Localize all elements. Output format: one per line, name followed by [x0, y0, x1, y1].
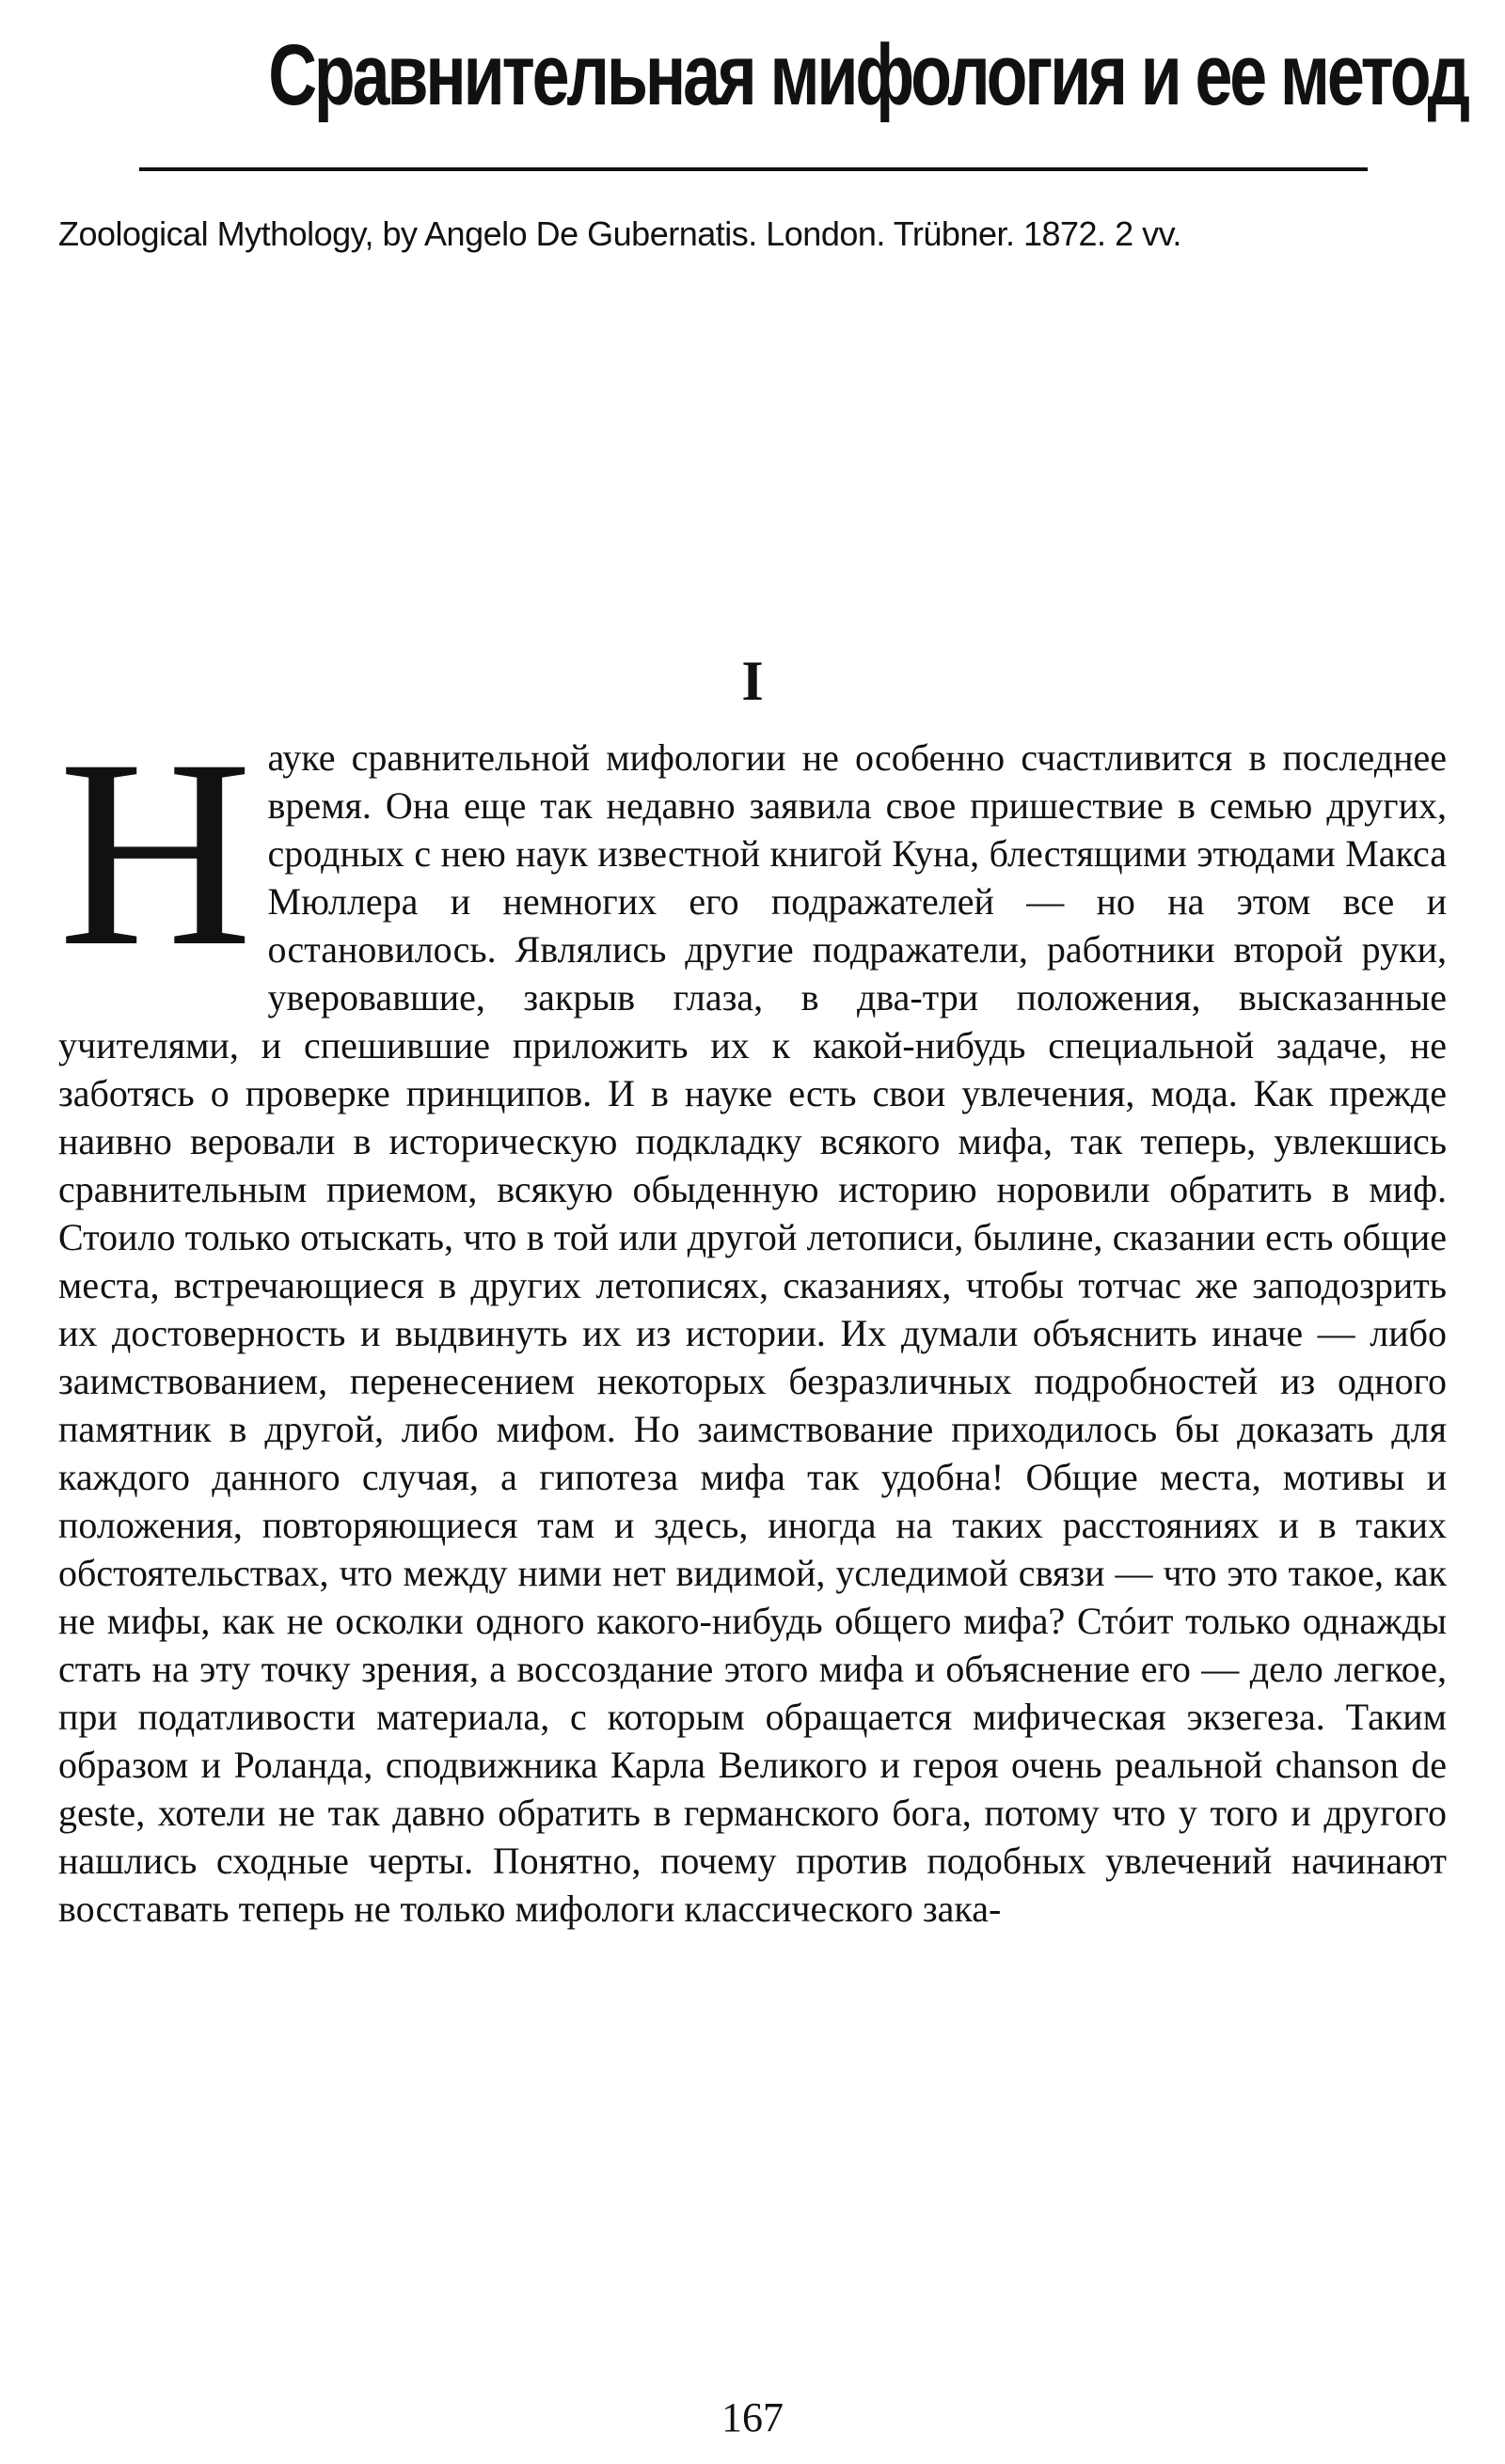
title-underline-rule	[139, 167, 1368, 171]
body-paragraph	[58, 703, 1447, 1933]
source-citation: Zoological Mythology, by Angelo De Gubernatis. London. Trübner. 1872. 2 vv.	[58, 214, 1181, 253]
section-number: I	[741, 650, 764, 712]
page-number: 167	[721, 2394, 784, 2440]
article-title: Сравнительная мифология и ее метод	[268, 27, 1467, 123]
body-text: ауке сравнительной мифологии не особенно счастливится в последнее время. Она еще так недавно заявила свое пришествие в семью других, сродных с нею наук известной книгой Куна, блестящими этюдами Макса Мюллера и немногих его подражателей — но на этом все и остановилось. Являлись другие подражатели, работники второй руки, уверовавшие, закрыв глаза, в два-три положения, высказанные учителями, и спешившие приложить их к какой-нибудь специальной задаче, не заботясь о проверке принципов. И в науке есть свои увлечения, мода. Как прежде наивно веровали в историческую подкладку всякого мифа, так теперь, увлекшись сравнительным приемом, всякую обыденную историю норовили обратить в миф. Стоило только отыскать, что в той или другой летописи, былине, сказании есть общие места, встречающиеся в других летописях, сказаниях, чтобы тотчас же заподозрить их достоверность и выдвинуть их из истории. Их думали объяснить иначе — либо заимствованием, перенесением некоторых безразличных подробностей из одного памятник в другой, либо мифом. Но заимствование приходилось бы доказать для каждого данного случая, а гипотеза мифа так удобна! Общие места, мотивы и положения, повторяющиеся там и здесь, иногда на таких расстояниях и в таких обстоятельствах, что между ними нет видимой, уследимой связи — что это такое, как не мифы, как не осколки одного какого-нибудь общего мифа? Стóит только однажды стать на эту точку зрения, а воссоздание этого мифа и объяснение его — дело легкое, при податливости материала, с которым обращается мифическая экзегеза. Таким образом и Роланда, сподвижника Карла Великого и героя очень реальной chanson de geste, хотели не так давно обратить в германского бога, потому что у того и другого нашлись сходные черты. Понятно, почему против подобных увлечений начинают восставать теперь не только мифологи классического зака-	[58, 736, 1447, 1930]
drop-cap: Н	[58, 703, 253, 1002]
